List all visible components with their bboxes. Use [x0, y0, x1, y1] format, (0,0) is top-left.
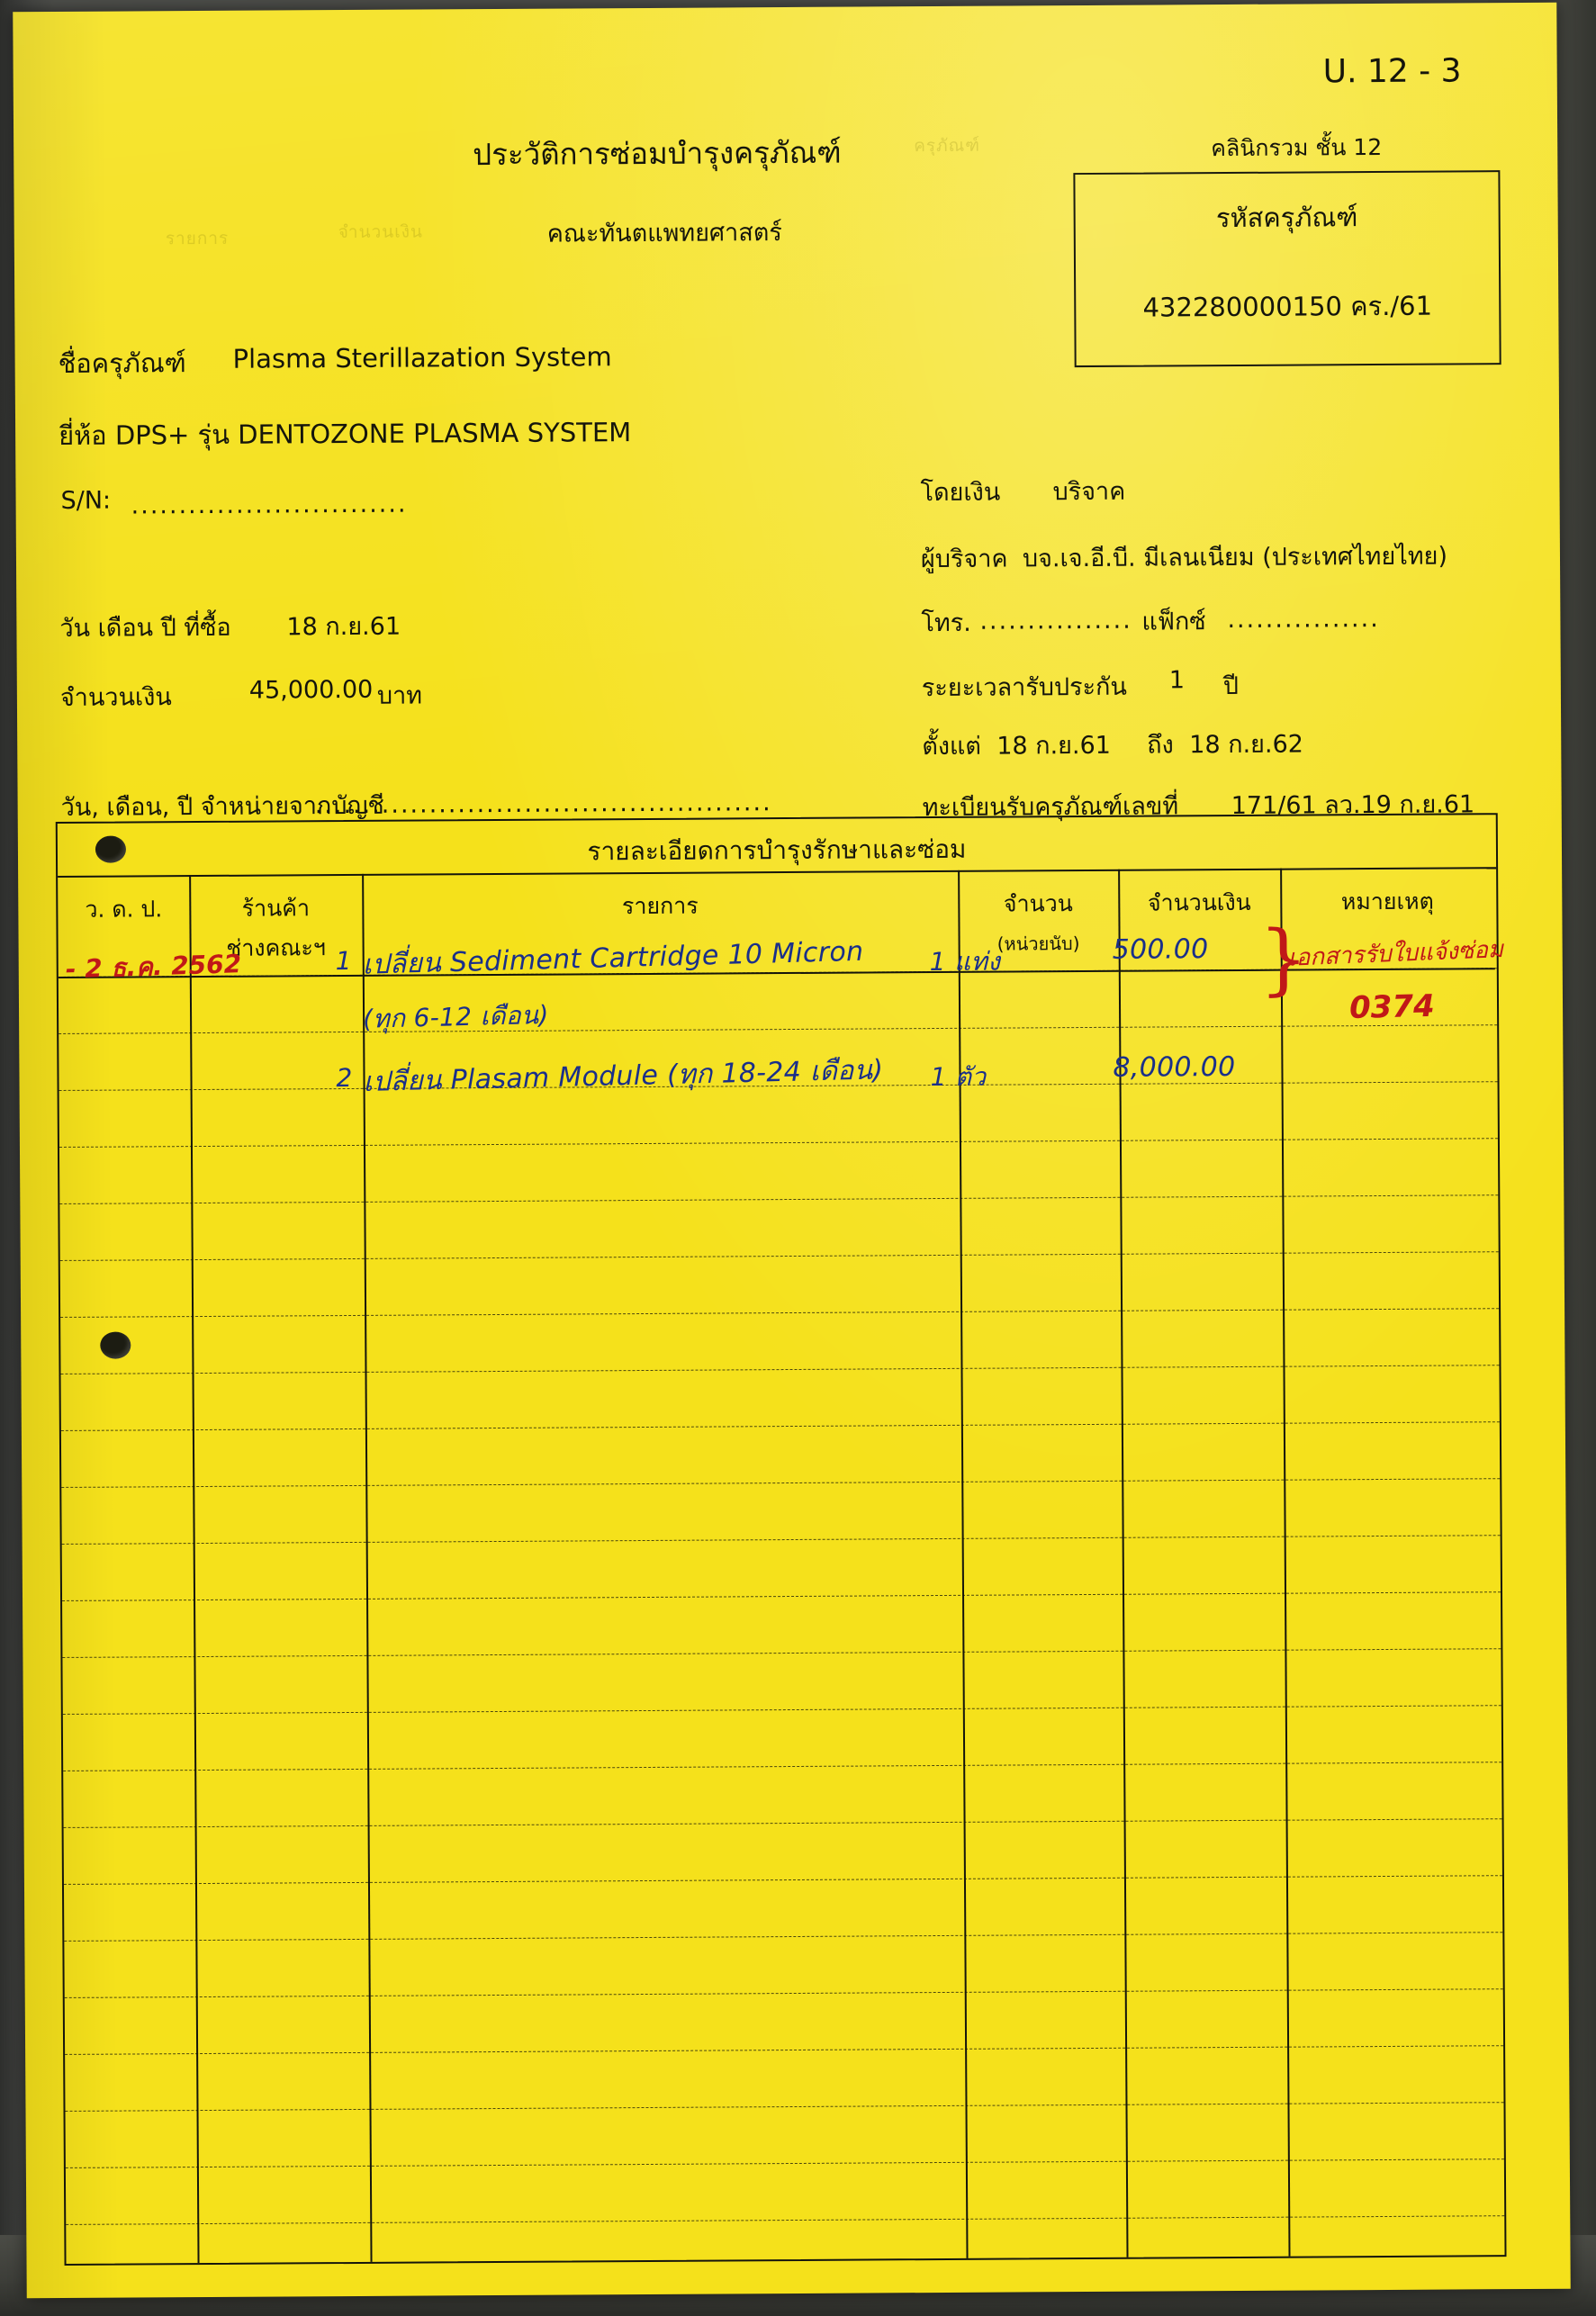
equipment-name-label: ชื่อครุภัณฑ์ — [58, 347, 186, 379]
registry-label: ทะเบียนรับครุภัณฑ์เลขที่ — [922, 792, 1179, 823]
serial-value: ............................. — [131, 490, 408, 520]
ghost-text-a: ครุภัณฑ์ — [914, 135, 981, 157]
faculty-name: คณะทันตแพทยศาสตร์ — [546, 219, 782, 248]
maintenance-record-form — [13, 3, 1570, 2298]
entry-1-date: - 2 ธ.ค. 2562 — [65, 949, 242, 985]
entry-2-qty: 1 ตัว — [930, 1061, 987, 1093]
donor-label: ผู้บริจาค — [920, 545, 1008, 574]
col-header-qty-label: จำนวน — [1003, 890, 1073, 917]
fax-value: ................ — [1227, 604, 1380, 635]
hole-punch-mark-middle — [100, 1331, 131, 1358]
fax-label: แฟ็กซ์ — [1141, 608, 1206, 636]
table-divider-1 — [189, 875, 199, 2263]
col-header-shop-sublabel: ช่างคณะฯ — [226, 934, 326, 961]
col-header-note-label: หมายเหตุ — [1340, 888, 1434, 915]
entry-1-item-sub: (ทุก 6-12 เดือน) — [362, 999, 549, 1034]
entry-1-amount: 500.00 — [1112, 933, 1209, 966]
col-header-date-label: ว. ด. ป. — [85, 896, 163, 923]
phone-label: โทร. — [921, 608, 971, 638]
disposal-label: วัน, เดือน, ปี จำหน่ายจากบัญชี — [60, 791, 384, 822]
form-location: คลินิกรวม ชั้น 12 — [1211, 133, 1383, 162]
purchase-date-value: 18 ก.ย.61 — [286, 612, 401, 642]
donor-value: บจ.เจ.อี.บี. มีเลนเนียม (ประเทศไทยไทย) — [1022, 542, 1448, 573]
amount-unit: บาท — [376, 681, 423, 710]
col-header-amount-label: จำนวนเงิน — [1147, 888, 1251, 916]
disposal-value: ................................................ — [314, 789, 772, 820]
phone-value: ................ — [979, 606, 1132, 635]
funding-value: บริจาค — [1052, 477, 1126, 507]
entry-1-item: เปลี่ยน Sediment Cartridge 10 Micron — [362, 935, 864, 981]
warranty-to: 18 ก.ย.62 — [1189, 730, 1303, 760]
equipment-code-value: 432280000150 คร./61 — [1142, 290, 1433, 323]
warranty-value: 1 — [1168, 666, 1186, 695]
col-header-item-label: รายการ — [621, 892, 699, 920]
registry-value: 171/61 ลว.19 ก.ย.61 — [1231, 790, 1475, 821]
form-title: ประวัติการซ่อมบำรุงครุภัณฑ์ — [473, 134, 842, 173]
warranty-unit: ปี — [1222, 671, 1240, 701]
serial-label: S/N: — [60, 486, 112, 515]
table-divider-5 — [1280, 869, 1290, 2257]
entry-1-note: เอกสารรับใบแจ้งซ่อม — [1287, 936, 1504, 972]
form-code: U. 12 - 3 — [1322, 52, 1462, 91]
warranty-to-label: ถึง — [1147, 731, 1174, 760]
equipment-code-box — [1073, 170, 1501, 367]
warranty-label: ระยะเวลารับประกัน — [921, 672, 1127, 703]
col-header-qty-sublabel: (หน่วยนับ) — [996, 933, 1080, 955]
col-header-shop-label: ร้านค้า — [241, 895, 311, 922]
entry-1-number: 1 — [335, 945, 352, 977]
maintenance-table — [56, 813, 1507, 2266]
entry-2-number: 2 — [336, 1062, 353, 1094]
ghost-text-b: รายการ — [165, 228, 230, 249]
entry-1-qty: 1 แท่ง — [929, 946, 1001, 978]
equipment-code-label: รหัสครุภัณฑ์ — [1215, 202, 1358, 234]
equipment-name-value: Plasma Sterillazation System — [232, 341, 612, 374]
ghost-text-c: จำนวนเงิน — [338, 221, 424, 243]
purchase-date-label: วัน เดือน ปี ที่ซื้อ — [59, 613, 231, 643]
funding-label: โดยเงิน — [920, 478, 1001, 508]
amount-value: 45,000.00 — [248, 675, 374, 705]
table-band-title: รายละเอียดการบำรุงรักษาและซ่อม — [587, 834, 967, 867]
amount-label: จำนวนเงิน — [59, 683, 172, 712]
warranty-from: 18 ก.ย.61 — [996, 731, 1111, 761]
note-brace: } — [1258, 914, 1309, 1005]
entry-1-note-number: 0374 — [1348, 987, 1436, 1027]
entry-2-amount: 8,000.00 — [1113, 1050, 1236, 1084]
entry-2-item: เปลี่ยน Plasam Module (ทุก 18-24 เดือน) — [363, 1054, 884, 1098]
equipment-brand-model: ยี่ห้อ DPS+ รุ่น DENTOZONE PLASMA SYSTEM — [59, 417, 632, 451]
warranty-range-label: ตั้งแต่ — [922, 732, 982, 761]
